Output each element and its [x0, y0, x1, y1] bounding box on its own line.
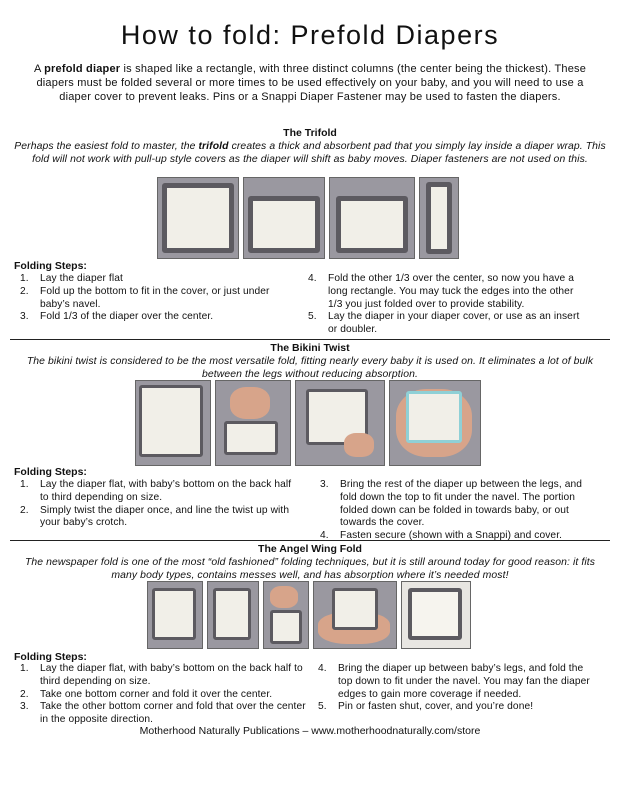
trifold-photo-1 [157, 177, 239, 259]
step-number: 2. [20, 285, 29, 297]
trifold-steps-left [20, 273, 290, 324]
divider [10, 339, 610, 340]
step-number: 5. [308, 311, 317, 323]
angel-photo-4 [313, 581, 397, 649]
step-text: Lay the diaper flat, with baby’s bottom on the back half to third depending on size. [40, 663, 303, 687]
step-item [308, 311, 590, 337]
bikini-photo-2 [215, 380, 291, 466]
angel-photos [147, 581, 471, 649]
trifold-photo-4 [419, 177, 459, 259]
angel-title: The Angel Wing Fold [258, 543, 362, 555]
step-item [318, 663, 594, 701]
step-number: 4. [308, 273, 317, 284]
trifold-desc-bold: trifold [198, 141, 229, 152]
step-number: 3. [20, 311, 29, 323]
page-title: How to fold: Prefold Diapers [120, 20, 500, 50]
trifold-photo-2 [243, 177, 325, 259]
step-number: 3. [320, 479, 329, 490]
step-text: Pin or fasten shut, cover, and you’re done! [338, 701, 534, 713]
intro-text: is shaped like a rectangle, with three distinct columns (the center being the thickest). These diapers must be folded several or more times to be used effectively on your baby, and you will need to use a diaper cover to prevent leaks. Pins or a Snappi Diaper Fastener may be used to fasten the diapers. [36, 63, 587, 103]
angel-photo-3 [263, 581, 309, 649]
bikini-title: The Bikini Twist [270, 342, 350, 354]
angel-steps-heading: Folding Steps: [14, 651, 87, 663]
step-text: Simply twist the diaper once, and line the twist up with your baby’s crotch. [40, 504, 290, 529]
step-text: Fold up the bottom to fit in the cover, or just under baby’s navel. [40, 285, 270, 310]
angel-description: The newspaper fold is one of the most “old fashioned” folding techniques, but it is still around today for good reason: it fits many body types, contains messes well, and has absorption where it’s needed most! [24, 557, 596, 581]
trifold-title: The Trifold [283, 127, 337, 139]
step-text: Fold 1/3 of the diaper over the center. [40, 311, 214, 323]
angel-photo-5 [401, 581, 471, 649]
bikini-photo-1 [135, 380, 211, 466]
footer-credit: Motherhood Naturally Publications – www.motherhoodnaturally.com/store [139, 725, 481, 737]
step-item [20, 505, 302, 531]
bikini-steps-left [20, 479, 302, 530]
bikini-steps-heading: Folding Steps: [14, 466, 87, 478]
step-number: 3. [20, 701, 29, 713]
step-text: Lay the diaper in your diaper cover, or use as an insert or doubler. [328, 311, 580, 336]
bikini-photo-4 [389, 380, 481, 466]
step-number: 4. [318, 663, 327, 674]
step-item [318, 701, 594, 714]
trifold-steps-right [308, 273, 590, 337]
divider [10, 540, 610, 541]
trifold-desc-b: creates a thick and absorbent pad that you simply lay inside a diaper wrap. This fold will not work with pull-up style covers as the diaper will shift as baby moves. Diaper fasteners are not used on this. [32, 141, 606, 165]
step-number: 2. [20, 688, 29, 700]
step-item [20, 311, 290, 324]
trifold-desc-a: Perhaps the easiest fold to master, the [14, 141, 199, 152]
bikini-steps-right [320, 479, 592, 543]
step-item [20, 479, 302, 505]
step-number: 2. [20, 504, 29, 516]
bikini-description: The bikini twist is considered to be the most versatile fold, fitting nearly every baby it is used on. It eliminates a lot of bulk between the legs without reducing absorption. [26, 356, 594, 380]
step-text: Bring the diaper up between baby’s legs, and fold the top down to fit under the navel. You may fan the diaper edges to gain more coverage if needed. [338, 663, 590, 700]
step-item [20, 286, 290, 312]
angel-photo-2 [207, 581, 259, 649]
angel-photo-1 [147, 581, 203, 649]
step-text: Take one bottom corner and fold it over the center. [40, 688, 273, 700]
step-text: Fold the other 1/3 over the center, so now you have a long rectangle. You may tuck the edges into the other 1/3 you just folded over to provide stability. [328, 273, 574, 310]
step-number: 1. [20, 273, 29, 284]
step-item [320, 479, 592, 530]
intro-paragraph [24, 62, 596, 104]
angel-steps-left [20, 663, 306, 727]
intro-prefix: A [33, 63, 45, 75]
step-item [308, 273, 590, 311]
step-text: Lay the diaper flat [40, 273, 123, 284]
step-text: Fasten secure (shown with a Snappi) and cover. [340, 530, 563, 542]
step-item [20, 689, 306, 702]
step-text: Take the other bottom corner and fold that over the center in the opposite direction. [40, 701, 306, 726]
step-number: 5. [318, 701, 327, 713]
step-number: 4. [320, 530, 329, 542]
step-number: 1. [20, 479, 29, 490]
step-item [20, 273, 290, 286]
bikini-photos [135, 380, 481, 466]
bikini-photo-3 [295, 380, 385, 466]
step-text: Lay the diaper flat, with baby’s bottom on the back half to third depending on size. [40, 479, 292, 503]
step-item [20, 701, 306, 727]
trifold-description [14, 140, 606, 166]
step-item [20, 663, 306, 689]
angel-steps-right [318, 663, 594, 714]
step-number: 1. [20, 663, 29, 674]
trifold-photos [157, 177, 459, 259]
step-item [320, 530, 592, 543]
intro-bold: prefold diaper [44, 63, 121, 75]
trifold-photo-3 [329, 177, 415, 259]
trifold-steps-heading: Folding Steps: [14, 260, 87, 272]
step-text: Bring the rest of the diaper up between the legs, and fold down the top to fit under the navel. The portion folded down can be folded in towards baby, or out towards the cover. [340, 479, 583, 529]
